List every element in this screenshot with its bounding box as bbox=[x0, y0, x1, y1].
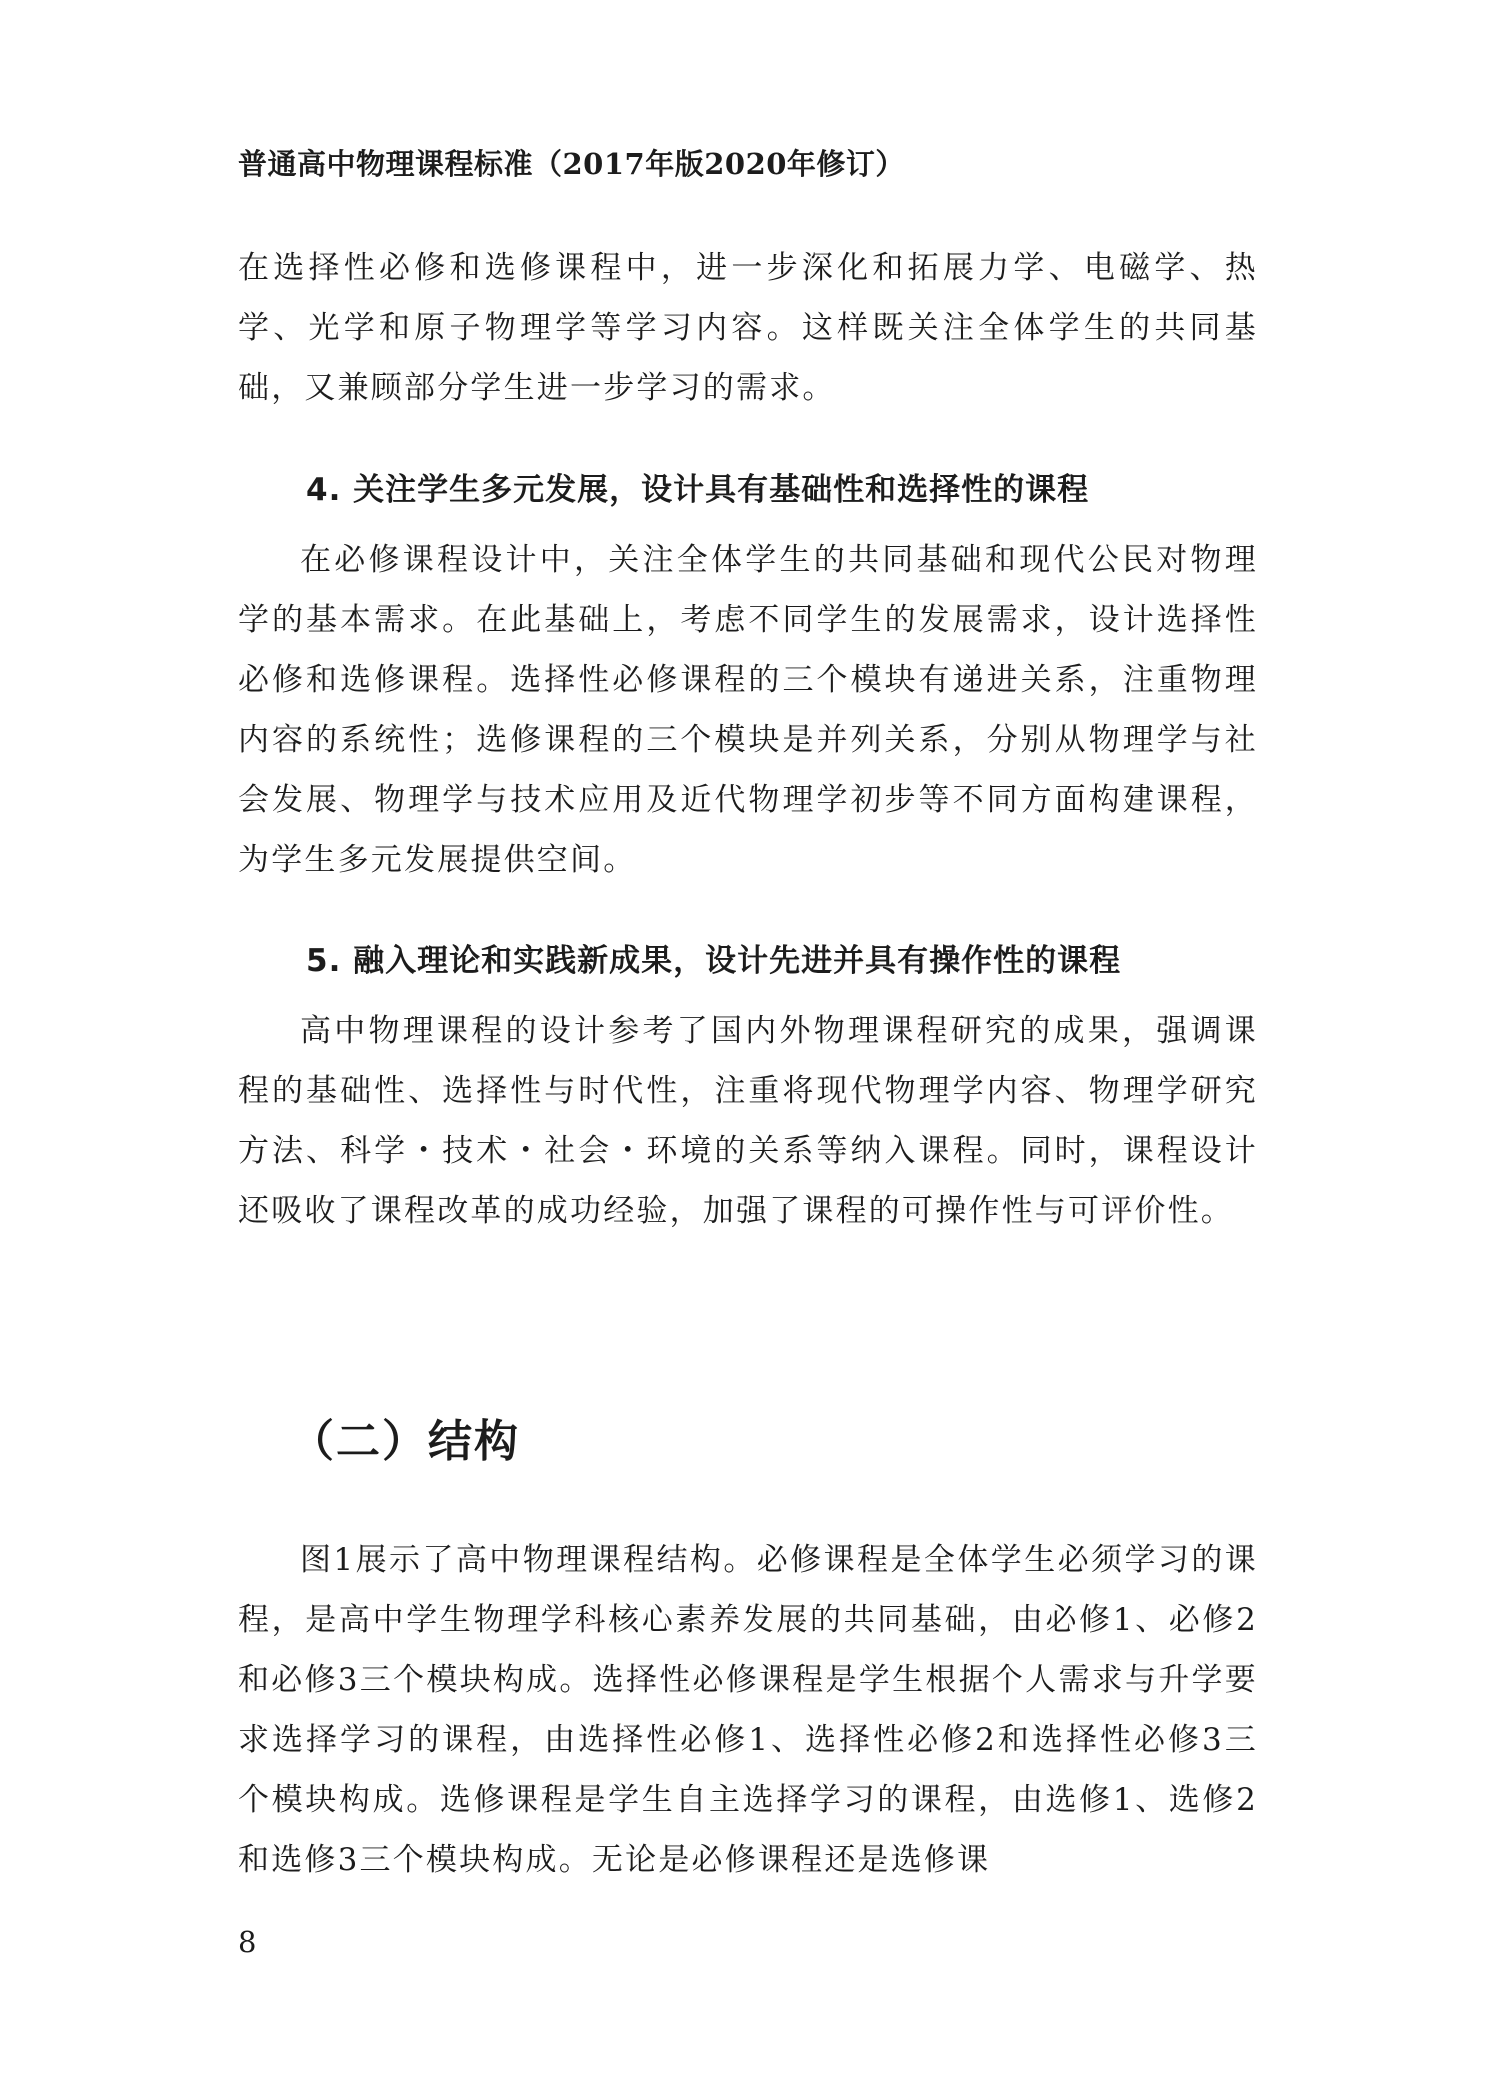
point4-block bbox=[238, 530, 1258, 890]
intro-continued-block bbox=[238, 238, 1258, 418]
structure-block bbox=[238, 1530, 1258, 1890]
point4-paragraph: 在必修课程设计中，关注全体学生的共同基础和现代公民对物理学的基本需求。在此基础上，考虑不同学生的发展需求，设计选择性必修和选修课程。选择性必修课程的三个模块有递进关系，注重物理内容的系统性；选修课程的三个模块是并列关系，分别从物理学与社会发展、物理学与技术应用及近代物理学初步等不同方面构建课程，为学生多元发展提供空间。 bbox=[238, 542, 1258, 878]
point5-paragraph: 高中物理课程的设计参考了国内外物理课程研究的成果，强调课程的基础性、选择性与时代性，注重将现代物理学内容、物理学研究方法、科学・技术・社会・环境的关系等纳入课程。同时，课程设计还吸收了课程改革的成功经验，加强了课程的可操作性与可评价性。 bbox=[238, 1013, 1258, 1229]
structure-paragraph: 图1展示了高中物理课程结构。必修课程是全体学生必须学习的课程，是高中学生物理学科核心素养发展的共同基础，由必修1、必修2和必修3三个模块构成。选择性必修课程是学生根据个人需求与升学要求选择学习的课程，由选择性必修1、选择性必修2和选择性必修3三个模块构成。选修课程是学生自主选择学习的课程，由选修1、选修2和选修3三个模块构成。无论是必修课程还是选修课 bbox=[238, 1542, 1258, 1878]
intro-continued-paragraph: 在选择性必修和选修课程中，进一步深化和拓展力学、电磁学、热学、光学和原子物理学等学习内容。这样既关注全体学生的共同基础，又兼顾部分学生进一步学习的需求。 bbox=[238, 250, 1258, 406]
point5-block bbox=[238, 1001, 1258, 1241]
point4-subheading: 4. 关注学生多元发展，设计具有基础性和选择性的课程 bbox=[306, 472, 1090, 508]
point5-subheading: 5. 融入理论和实践新成果，设计先进并具有操作性的课程 bbox=[306, 943, 1122, 979]
section-title: （二）结构 bbox=[290, 1416, 520, 1467]
running-head: 普通高中物理课程标准（2017年版2020年修订） bbox=[238, 147, 905, 181]
page-number: 8 bbox=[238, 1925, 257, 1959]
